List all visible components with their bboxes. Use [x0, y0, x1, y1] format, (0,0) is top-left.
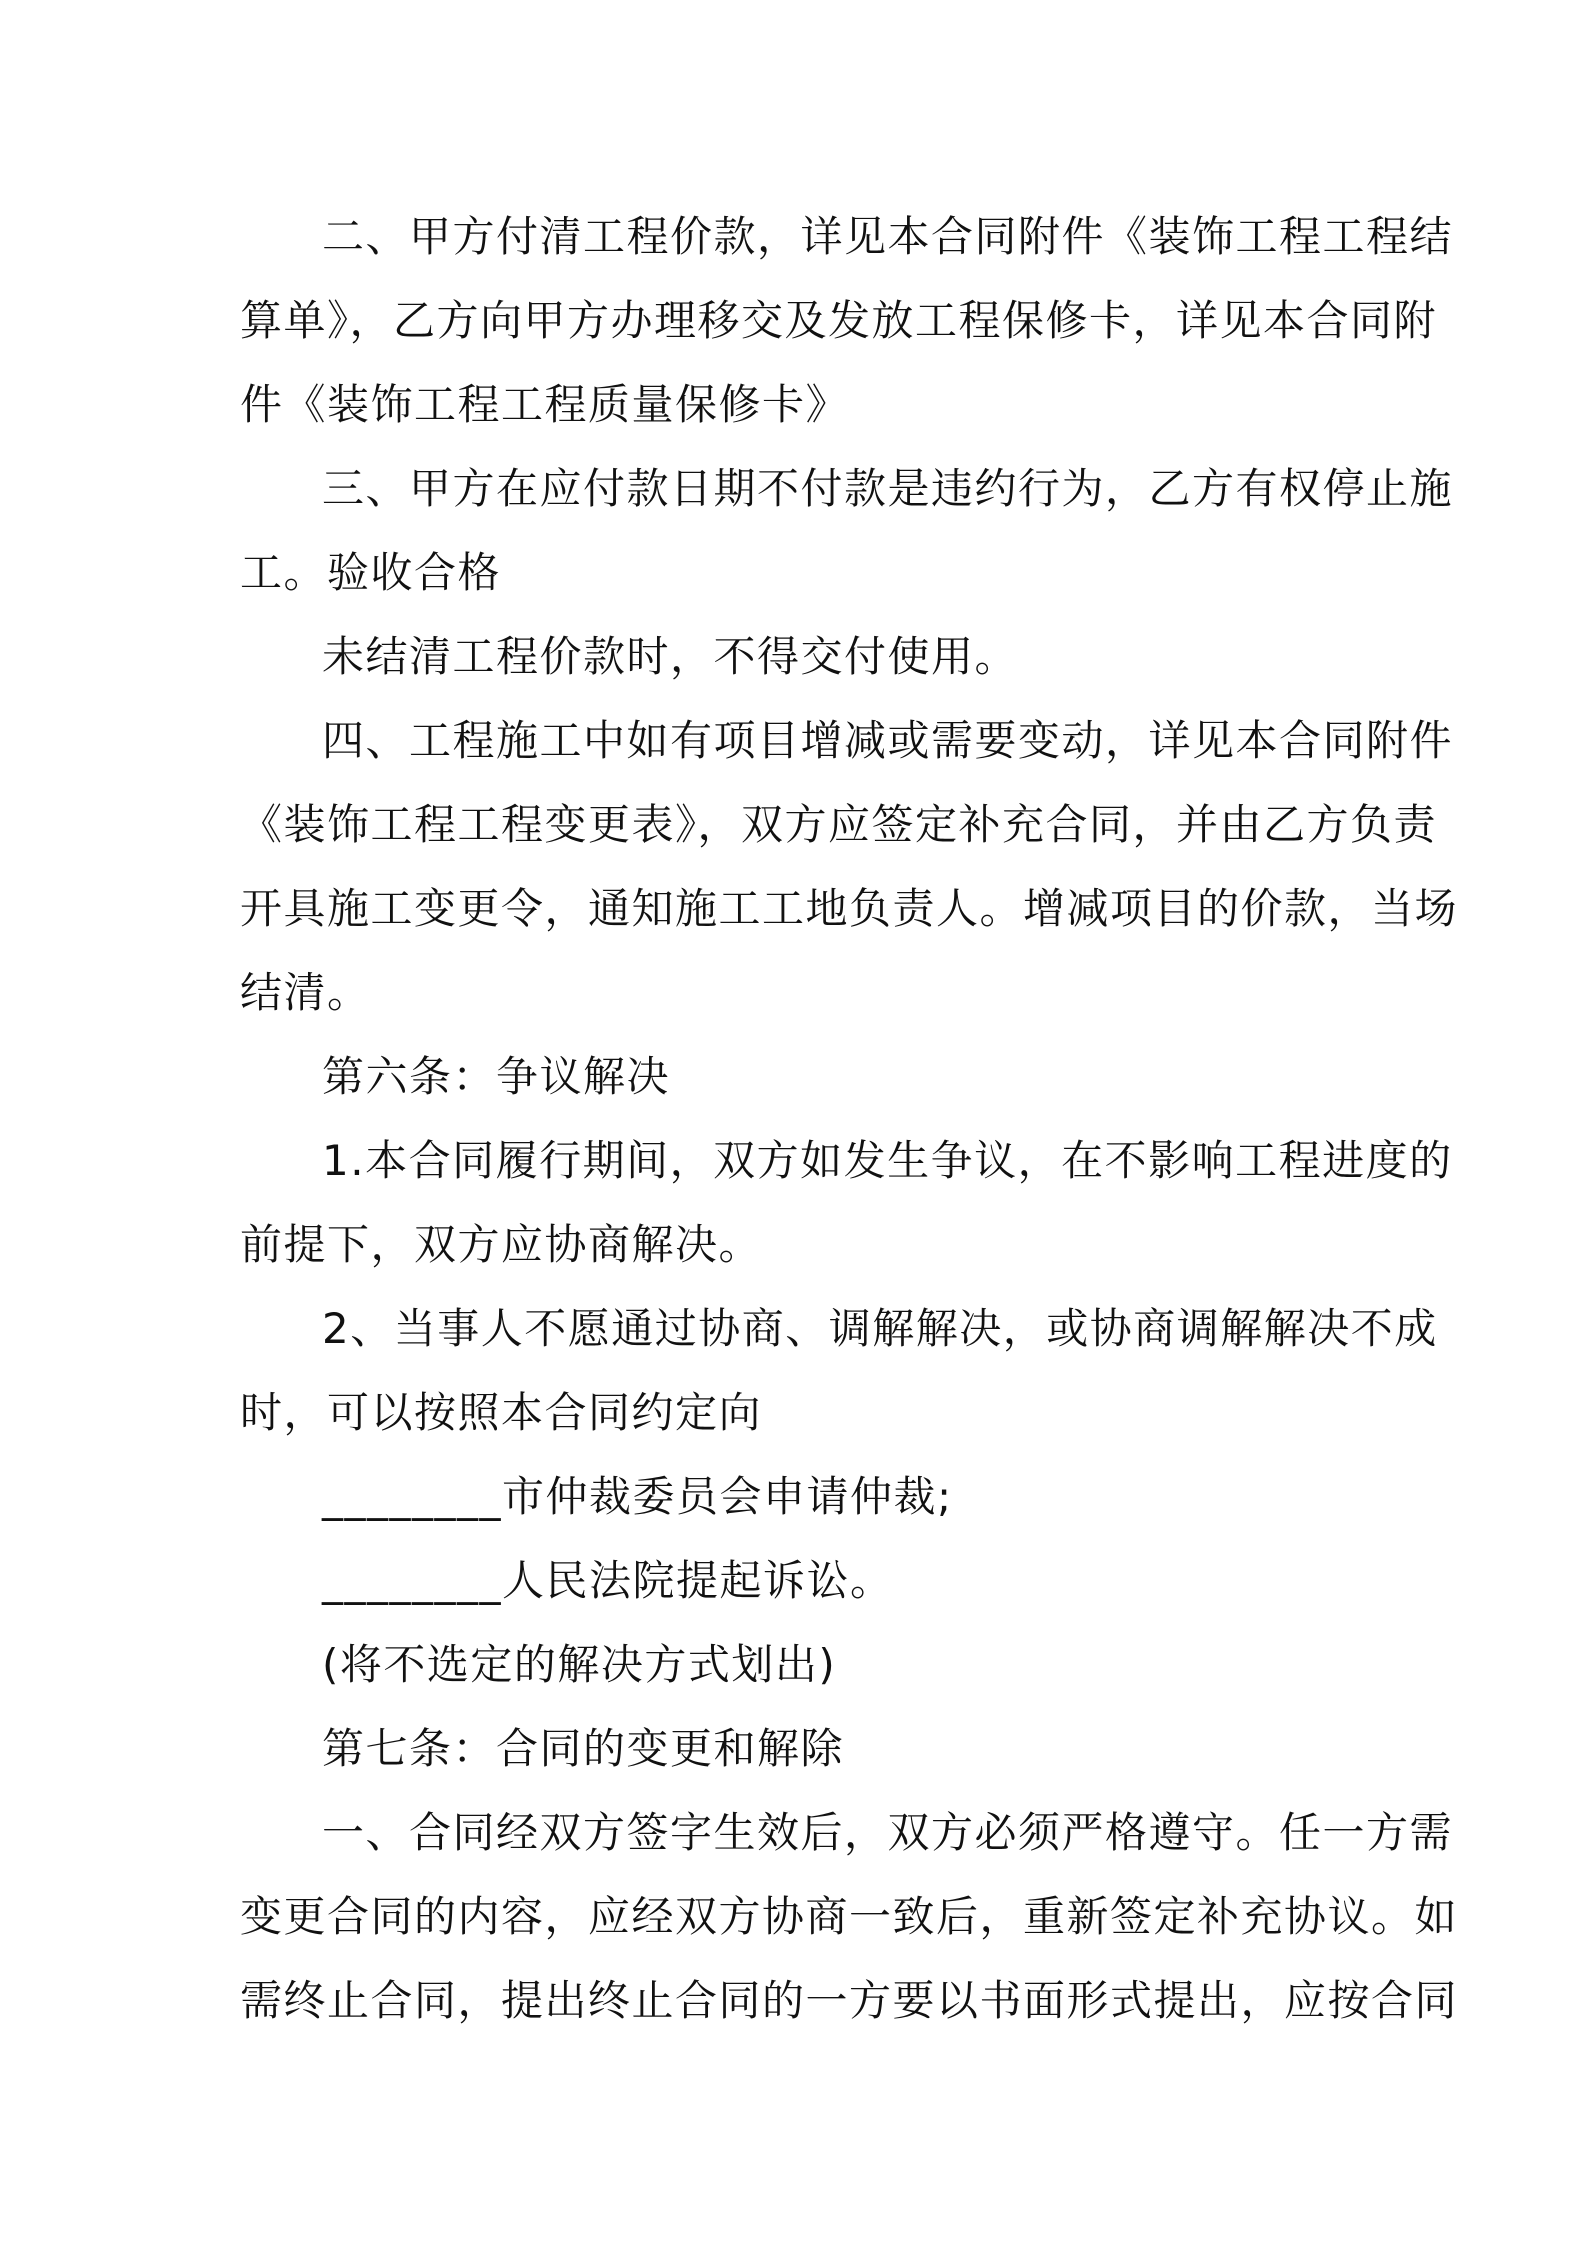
- text-line: 结清。: [240, 968, 371, 1017]
- text-line: 一、合同经双方签字生效后，双方必须严格遵守。任一方需: [322, 1808, 1454, 1857]
- text-line: 二、甲方付清工程价款，详见本合同附件《装饰工程工程结: [322, 212, 1454, 261]
- text-line: (将不选定的解决方式划出): [322, 1640, 837, 1689]
- text-line: 工。验收合格: [240, 548, 502, 597]
- text-line: 未结清工程价款时，不得交付使用。: [322, 632, 1019, 681]
- text-line: 需终止合同，提出终止合同的一方要以书面形式提出，应按合同: [240, 1976, 1459, 2025]
- section-heading: 第六条：争议解决: [322, 1052, 671, 1101]
- text-line: 件《装饰工程工程质量保修卡》: [240, 380, 850, 429]
- text-line: 算单》，乙方向甲方办理移交及发放工程保修卡，详见本合同附: [240, 296, 1438, 345]
- arbitration-option: ________市仲裁委员会申请仲裁;: [322, 1472, 953, 1521]
- text-line: 变更合同的内容，应经双方协商一致后，重新签定补充协议。如: [240, 1892, 1459, 1941]
- section-heading: 第七条：合同的变更和解除: [322, 1724, 845, 1773]
- text-line: 1.本合同履行期间，双方如发生争议，在不影响工程进度的: [322, 1136, 1453, 1185]
- text-line: 开具施工变更令，通知施工工地负责人。增减项目的价款，当场: [240, 884, 1459, 933]
- text-line: 2、当事人不愿通过协商、调解解决，或协商调解解决不成: [322, 1304, 1438, 1353]
- document-page: [240, 195, 1459, 2043]
- text-line: 《装饰工程工程变更表》，双方应签定补充合同，并由乙方负责: [240, 800, 1438, 849]
- text-line: 三、甲方在应付款日期不付款是违约行为，乙方有权停止施: [322, 464, 1454, 513]
- text-line: 四、工程施工中如有项目增减或需要变动，详见本合同附件: [322, 716, 1454, 765]
- text-line: 时，可以按照本合同约定向: [240, 1388, 763, 1437]
- text-line: 前提下，双方应协商解决。: [240, 1220, 763, 1269]
- litigation-option: ________人民法院提起诉讼。: [322, 1556, 894, 1605]
